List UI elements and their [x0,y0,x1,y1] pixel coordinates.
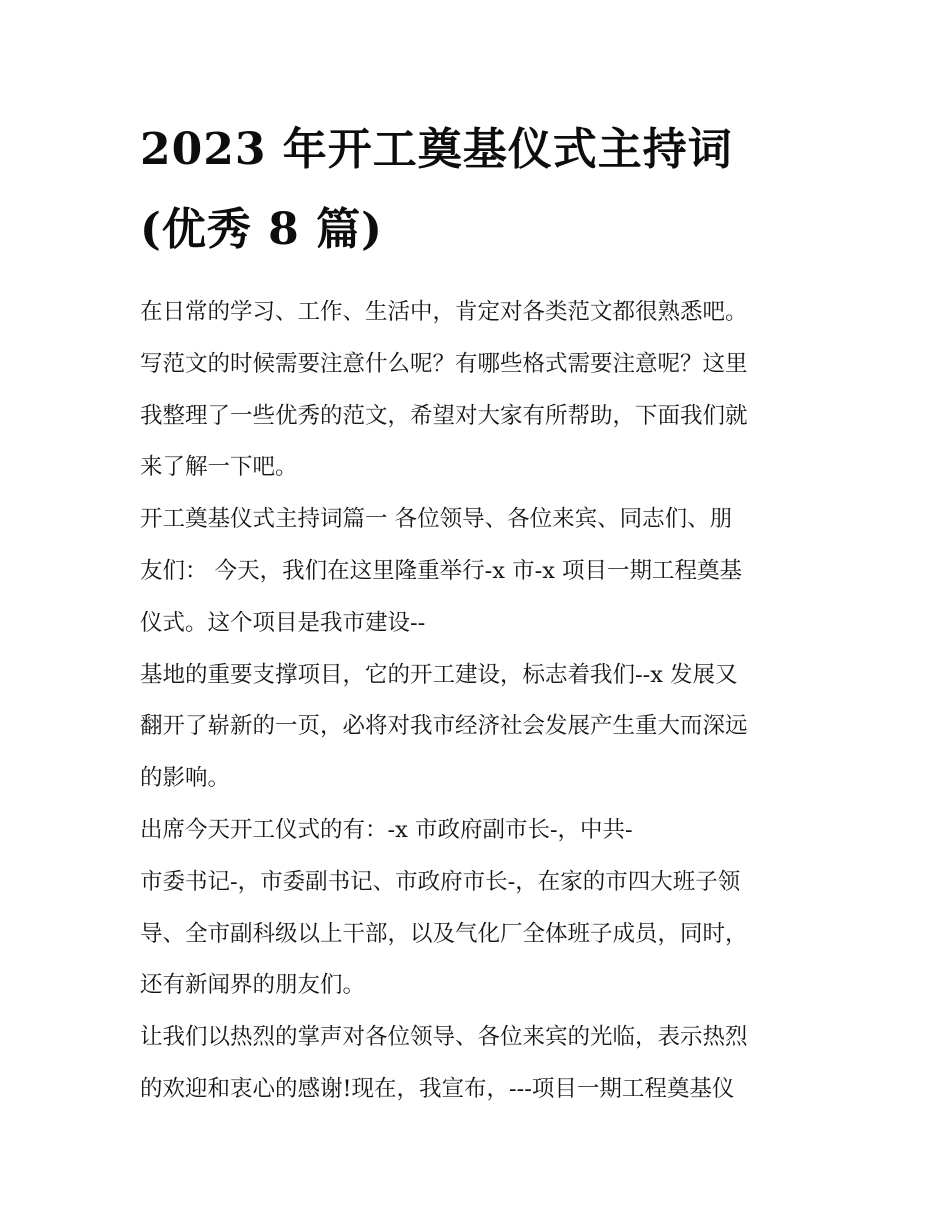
body-line: 我整理了一些优秀的范文，希望对大家有所帮助，下面我们就 [140,402,748,429]
body-line: 还有新闻界的朋友们。 [140,972,366,999]
document-body [140,287,820,1116]
body-line: 写范文的时候需要注意什么呢？有哪些格式需要注意呢？这里 [140,350,748,377]
body-line: 基地的重要支撑项目，它的开工建设，标志着我们--x 发展又 [140,661,738,688]
body-line: 的欢迎和衷心的感谢!现在，我宣布，---项目一期工程奠基仪 [140,1075,735,1102]
title-line-2: (优秀 8 篇) [140,204,383,255]
body-line: 翻开了崭新的一页，必将对我市经济社会发展产生重大而深远 [140,713,748,740]
body-line: 友们： 今天，我们在这里隆重举行-x 市-x 项目一期工程奠基 [140,557,743,584]
body-line: 导、全市副科级以上干部，以及气化厂全体班子成员，同时， [140,920,748,947]
title-line-1: 2023 年开工奠基仪式主持词 [140,124,733,175]
body-line: 出席今天开工仪式的有：-x 市政府副市长-，中共- [140,816,633,843]
document-page [140,110,820,1116]
body-line: 开工奠基仪式主持词篇一 各位领导、各位来宾、同志们、朋 [140,506,733,533]
body-line: 市委书记-，市委副书记、市政府市长-，在家的市四大班子领 [140,868,741,895]
body-line: 仪式。这个项目是我市建设-- [140,609,426,636]
document-title [140,110,820,270]
body-line: 让我们以热烈的掌声对各位领导、各位来宾的光临，表示热烈 [140,1024,748,1051]
body-line: 在日常的学习、工作、生活中，肯定对各类范文都很熟悉吧。 [140,299,748,325]
body-line: 的影响。 [140,765,231,792]
body-line: 来了解一下吧。 [140,454,298,481]
